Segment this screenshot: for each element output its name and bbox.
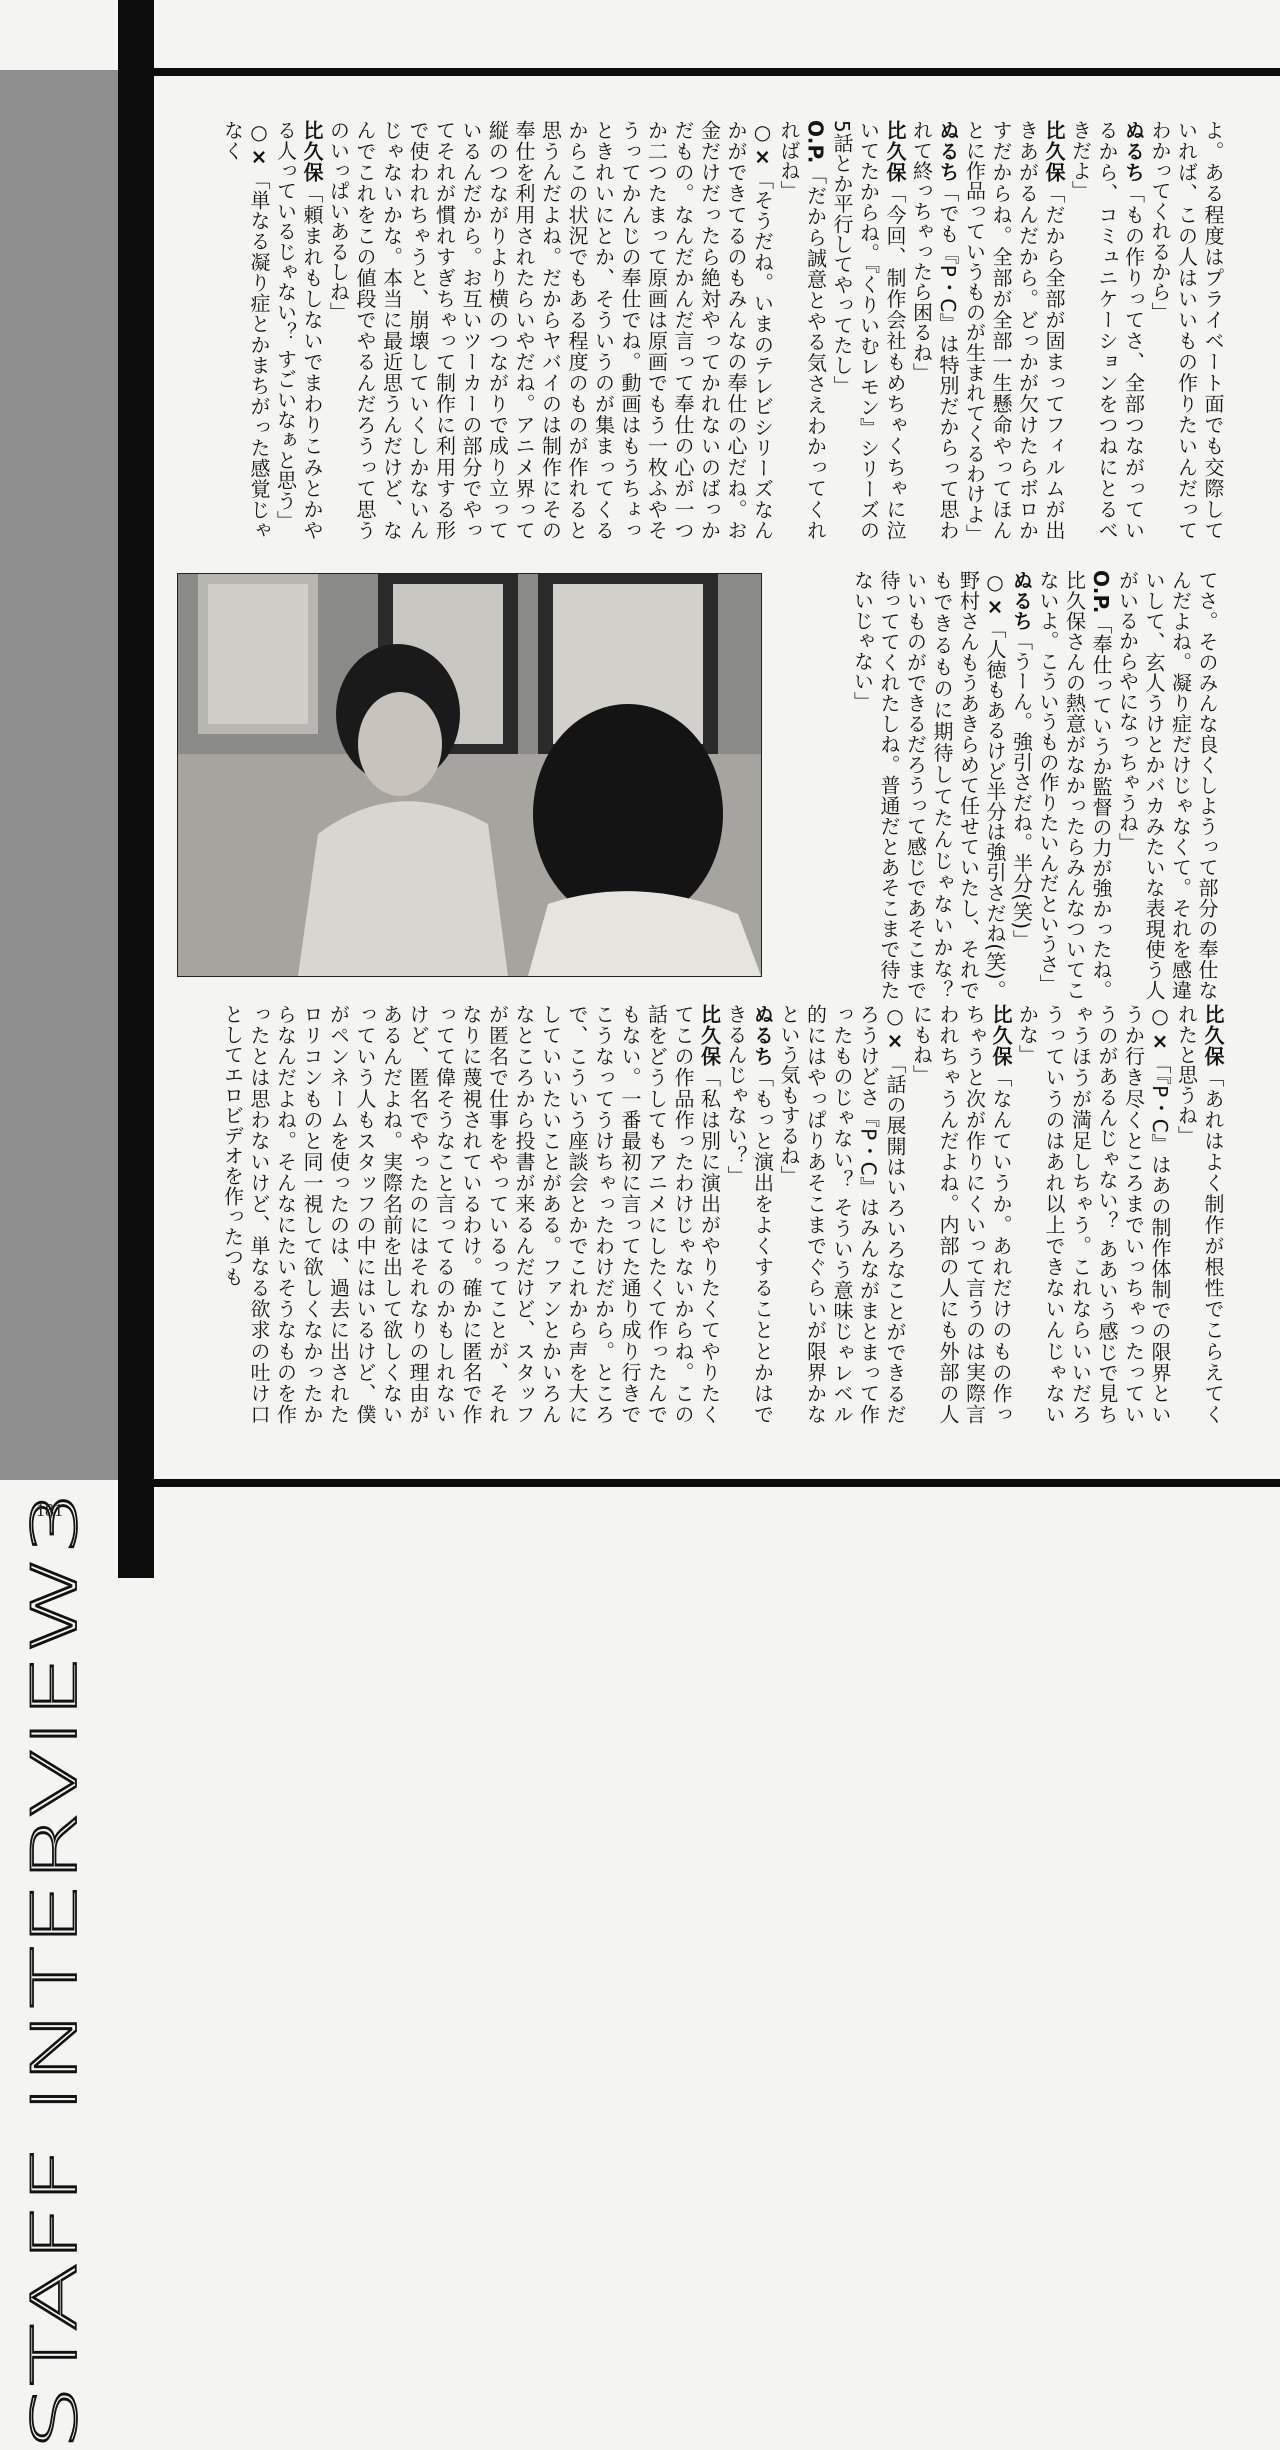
interview-photo (177, 573, 762, 977)
paragraph: 比久保「あれはよく制作が根性でこらえてくれたと思うね」 (1174, 1004, 1225, 1424)
article-column-middle (780, 570, 1220, 1000)
paragraph: ○×「人徳もあるけど半分は強引さだね(笑)。野村さんもうあきらめて任せていたし、それでもできるものに期待してたんじゃないかな？ いいものができるだろうって感じであそこまで待っててくれたしね。普通だとあそこまで待たないじゃない」 (850, 570, 1007, 1000)
paragraph: ○×「『P・C』はあの制作体制での限界というか行き尽くところまでいっちゃったっていうのがあるんじゃない？ ああいう感じで見ちゃうほうが満足しちゃう。これならいいだろうっていうのはあれ以上できないんじゃないかな」 (1015, 1004, 1172, 1425)
paragraph: てさ。そのみんな良くしようって部分の奉仕なんだよね。凝り症だけじゃなくて。それを感違いして、玄人うけとかバカみたいな表現使う人がいるからやになっちゃうね」 (1115, 570, 1219, 1000)
paragraph: O.P.「だから誠意とやる気さえわかってくれればね」 (777, 120, 828, 540)
paragraph: ぬるち「もっと演出をよくすることとかはできるんじゃない？」 (724, 1004, 775, 1424)
black-vertical-bar (118, 0, 154, 1578)
paragraph: ○×「そうだね。いまのテレビシリーズなんかができてるのもみんなの奉仕の心だね。お金だけだったら絶対やってかれないのばっかだもの。なんだかんだ言って奉仕の心が一つか二つたまって原画は原画でもう一枚ふやそうってかんじの奉仕でね。動画はもうちょっときれいにとか、そういうのが集まってくるからこの状況でもある程度のものが作れると思うんだよね。だからヤバイのは制作にその奉仕を利用されたらいやだね。アニメ界って縦のつながりより横のつながりで成り立っているんだから。お互いツーカーの部分でやってそれが慣れすぎちゃって制作に利用する形で使われちゃうと、崩壊していくしかないんじゃないかな。本当に最近思うんだけど、なんでこれをこの値段でやるんだろうって思うのいっぱいあるしね」 (326, 120, 775, 540)
paragraph: 比久保「頼まれもしないでまわりこみとかやる人っているじゃない？ すごいなぁと思う」 (273, 120, 324, 540)
staff-interview-title (18, 1470, 92, 2450)
paragraph: 比久保「今回、制作会社もめちゃくちゃに泣いてたからね。『くりいむレモン』シリーズの5話とか平行してやってたし」 (830, 120, 907, 540)
paragraph: ぬるち「でも『P・C』は特別だからって思われて終っちゃったら困るね」 (909, 120, 960, 540)
page-number: 181 (36, 1500, 63, 1520)
top-rule (118, 68, 1280, 76)
paragraph: 比久保「なんていうか。あれだけのもの作っちゃうと次が作りにくいって言うのは実際言われちゃうんだよね。内部の人にも外部の人にもね」 (909, 1004, 1013, 1424)
paragraph: 比久保「私は別に演出がやりたくてやりたくてこの作品作ったわけじゃないからね。この話をどうしてもアニメにしたくて作ったんでもない。一番最初に言ってた通り成り行きでこうなってうけちゃったわけだから。ところで、こういう座談会とかでこれから声を大にしていいたいことがある。ファンとかいろんなところから投書が来るんだけど、スタッフが匿名で仕事をやっているってことが、それなりに蔑視されているわけ。確かに匿名で作ってて偉そうなこと言ってるのかもしれないけど、匿名でやったのにはそれなりの理由があるんだよね。実際名前を出して欲しくないっていう人もスタッフの中にはいるけど、僕がペンネームを使ったのは、過去に出されたロリコンものと同一視して欲しくなかったからなんだよね。そんなにたいそうなものを作ったとは思わないけど、単なる欲求の吐け口としてエロビデオを作ったつも (220, 1004, 722, 1424)
paragraph: よ。ある程度はプライベート面でも交際していれば、この人はいいもの作りたいんだってわかってくれるから」 (1148, 120, 1225, 540)
staff-interview-title-text: STAFF INTERVIEW3 (18, 1862, 91, 2450)
article-column-bottom (176, 1004, 1226, 1424)
paragraph: 比久保「だから全部が固まってフィルムが出きあがるんだから。どっかが欠けたらボロかすだからね。全部が全部一生懸命やってほんとに作品っていうものが生まれてくるわけよ」 (962, 120, 1066, 545)
paragraph: ○×「単なる凝り症とかまちがった感覚じゃなく (220, 120, 271, 540)
paragraph: ○×「話の展開はいろいろなことができるだろうけどさ『P・C』はみんながまとまって作ったものじゃない？ そういう意味じゃレベル的にはやっぱりあそこまでぐらいが限界かなという気もするね」 (777, 1004, 907, 1424)
paragraph: O.P.「奉仕っていうか監督の力が強かったね。比久保さんの熱意がなかったらみんなついてこないよ。こういうもの作りたいんだというさ」 (1036, 570, 1113, 1000)
sidebar-band (0, 70, 118, 1480)
paragraph: ぬるち「うーん。強引さだね。半分(笑)」 (1009, 570, 1034, 950)
paragraph: ぬるち「もの作りってさ、全部つながっているから、コミュニケーションをつねにとるべきだよ」 (1068, 120, 1146, 540)
bottom-rule (118, 1479, 1280, 1487)
article-column-top (176, 120, 1226, 545)
